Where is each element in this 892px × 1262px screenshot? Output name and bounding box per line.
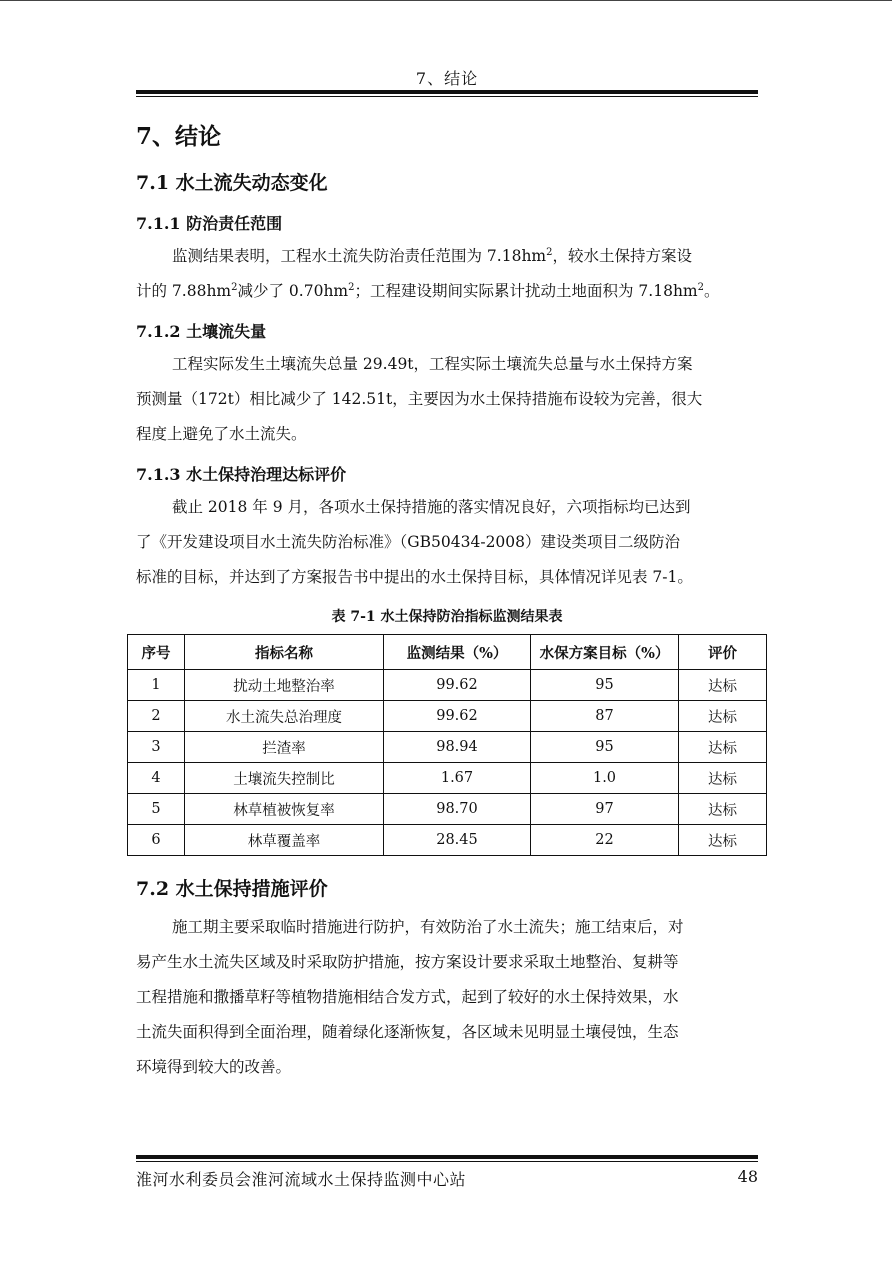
cell-result: 99.62 <box>384 670 531 701</box>
paragraph-line: 土流失面积得到全面治理，随着绿化逐渐恢复，各区域未见明显土壤侵蚀，生态 <box>136 1023 679 1041</box>
col-header-index: 序号 <box>128 635 185 670</box>
cell-indicator: 拦渣率 <box>185 732 384 763</box>
section-7-1-3-paragraph <box>136 490 758 595</box>
cell-index: 1 <box>128 670 185 701</box>
table-row <box>128 701 767 732</box>
cell-result: 98.94 <box>384 732 531 763</box>
cell-evaluation: 达标 <box>679 825 767 856</box>
cell-evaluation: 达标 <box>679 763 767 794</box>
section-7-1-2-paragraph <box>136 347 758 452</box>
cell-indicator: 土壤流失控制比 <box>185 763 384 794</box>
footer-organization: 淮河水利委员会淮河流域水土保持监测中心站 <box>136 1170 467 1189</box>
cell-result: 99.62 <box>384 701 531 732</box>
col-header-indicator: 指标名称 <box>185 635 384 670</box>
running-header: 7、结论 <box>415 69 479 88</box>
table-row <box>128 825 767 856</box>
page-number: 48 <box>737 1167 758 1186</box>
table-row <box>128 794 767 825</box>
paragraph-line: 易产生水土流失区域及时采取防护措施，按方案设计要求采取土地整治、复耕等 <box>136 953 679 971</box>
cell-result: 1.67 <box>384 763 531 794</box>
monitoring-results-table <box>127 634 767 856</box>
paragraph-line: 程度上避免了水土流失。 <box>136 425 307 443</box>
section-7-1-2-title: 7.1.2 土壤流失量 <box>136 322 267 341</box>
cell-target: 95 <box>531 670 679 701</box>
cell-index: 3 <box>128 732 185 763</box>
paragraph-line: 预测量（172t）相比减少了 142.51t，主要因为水土保持措施布设较为完善，很大 <box>136 390 703 408</box>
paragraph-line: 截止 2018 年 9 月，各项水土保持措施的落实情况良好，六项指标均已达到 <box>172 498 691 516</box>
col-header-result: 监测结果（%） <box>384 635 531 670</box>
cell-result: 98.70 <box>384 794 531 825</box>
cell-evaluation: 达标 <box>679 670 767 701</box>
cell-indicator: 林草覆盖率 <box>185 825 384 856</box>
col-header-evaluation: 评价 <box>679 635 767 670</box>
paragraph-line: 标准的目标，并达到了方案报告书中提出的水土保持目标，具体情况详见表 7-1。 <box>136 568 693 586</box>
table-row <box>128 763 767 794</box>
cell-indicator: 扰动土地整治率 <box>185 670 384 701</box>
cell-target: 95 <box>531 732 679 763</box>
cell-indicator: 水土流失总治理度 <box>185 701 384 732</box>
cell-evaluation: 达标 <box>679 794 767 825</box>
section-7-1-1-title: 7.1.1 防治责任范围 <box>136 214 283 233</box>
paragraph-line: 工程实际发生土壤流失总量 29.49t，工程实际土壤流失总量与水土保持方案 <box>172 355 693 373</box>
paragraph-line: 施工期主要采取临时措施进行防护，有效防治了水土流失；施工结束后，对 <box>172 918 684 936</box>
table-caption: 表 7-1 水土保持防治指标监测结果表 <box>331 609 563 625</box>
cell-evaluation: 达标 <box>679 701 767 732</box>
table-row <box>128 732 767 763</box>
footer-rule-thick <box>136 1155 758 1159</box>
cell-target: 22 <box>531 825 679 856</box>
paragraph-line: 工程措施和撒播草籽等植物措施相结合发方式，起到了较好的水土保持效果，水 <box>136 988 679 1006</box>
header-rule-thin <box>136 96 758 97</box>
paragraph-line: 监测结果表明，工程水土流失防治责任范围为 $7.18hm^2$，较水土保持方案设 <box>172 246 693 265</box>
header-rule-thick <box>136 90 758 94</box>
chapter-title: 7、结论 <box>136 123 222 150</box>
paragraph-line: 环境得到较大的改善。 <box>136 1058 292 1076</box>
cell-index: 2 <box>128 701 185 732</box>
section-7-2-paragraph <box>136 910 758 1085</box>
paragraph-line: 计的 $7.88hm^2$减少了 $0.70hm^2$；工程建设期间实际累计扰动土地面积为 $7.18hm^2$。 <box>136 281 720 300</box>
cell-target: 97 <box>531 794 679 825</box>
scan-edge-line <box>0 0 892 1</box>
footer-rule-thin <box>136 1161 758 1162</box>
cell-indicator: 林草植被恢复率 <box>185 794 384 825</box>
cell-target: 87 <box>531 701 679 732</box>
table-row <box>128 670 767 701</box>
table-header-row <box>128 635 767 670</box>
cell-result: 28.45 <box>384 825 531 856</box>
section-7-1-1-paragraph <box>136 239 758 309</box>
cell-index: 6 <box>128 825 185 856</box>
cell-index: 4 <box>128 763 185 794</box>
section-7-1-title: 7.1 水土流失动态变化 <box>136 172 328 194</box>
col-header-target: 水保方案目标（%） <box>531 635 679 670</box>
cell-evaluation: 达标 <box>679 732 767 763</box>
paragraph-line: 了《开发建设项目水土流失防治标准》（GB50434-2008）建设类项目二级防治 <box>136 533 681 551</box>
cell-target: 1.0 <box>531 763 679 794</box>
cell-index: 5 <box>128 794 185 825</box>
section-7-2-title: 7.2 水土保持措施评价 <box>136 878 328 900</box>
section-7-1-3-title: 7.1.3 水土保持治理达标评价 <box>136 465 347 484</box>
